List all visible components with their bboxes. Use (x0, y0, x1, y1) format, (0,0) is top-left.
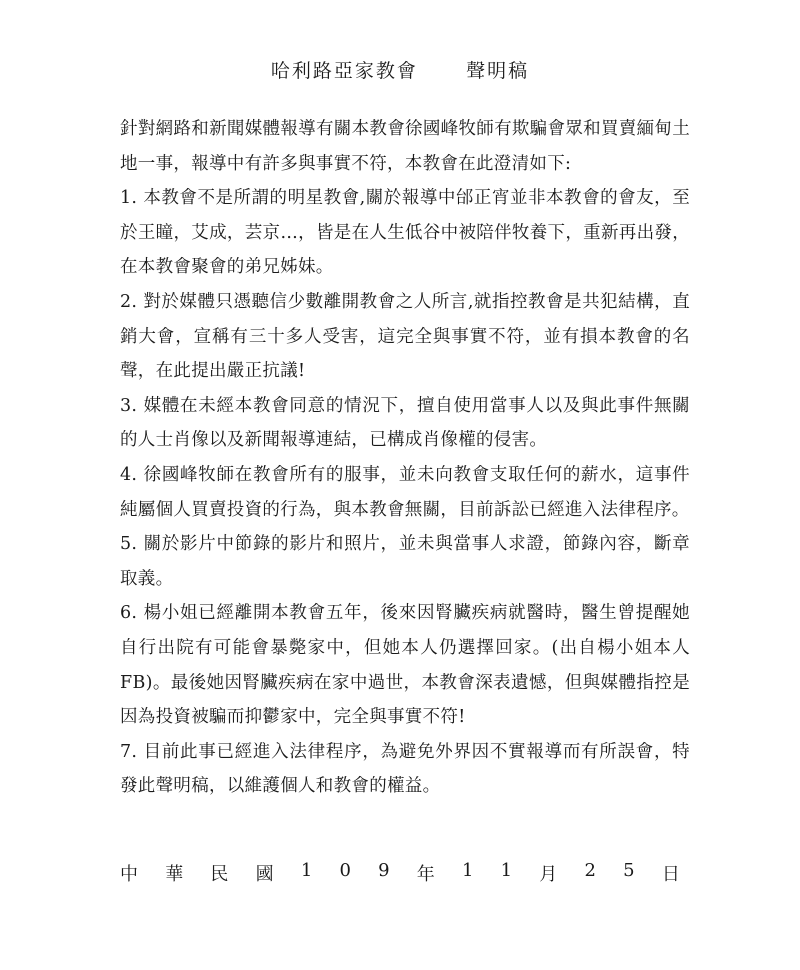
date-char: 年 (416, 864, 435, 885)
date-char: 2 (584, 860, 596, 881)
date-char: 5 (623, 860, 635, 881)
item-3: 3. 媒體在未經本教會同意的情況下，擅自使用當事人以及與此事件無關的人士肖像以及新聞報導連結，已構成肖像權的侵害。 (120, 395, 690, 451)
item-2: 2. 對於媒體只憑聽信少數離開教會之人所言,就指控教會是共犯結構，直銷大會，宣稱有三十多人受害，這完全與事實不符，並有損本教會的名聲，在此提出嚴正抗議! (120, 291, 690, 382)
date-char: 日 (661, 864, 680, 885)
item-6: 6. 楊小姐已經離開本教會五年，後來因腎臟疾病就醫時，醫生曾提醒她自行出院有可能會暴斃家中，但她本人仍選擇回家。(出自楊小姐本人 FB)。最後她因腎臟疾病在家中過世，本教會深表遺憾，但與媒體指控是因為投資被騙而抑鬱家中，完全與事實不符! (120, 603, 690, 728)
date-char: 月 (539, 864, 558, 885)
intro-paragraph: 針對網路和新聞媒體報導有關本教會徐國峰牧師有欺騙會眾和買賣緬甸土地一事，報導中有許多與事實不符，本教會在此澄清如下: (120, 119, 690, 174)
statement-body (120, 112, 690, 804)
date-char: 9 (378, 860, 390, 881)
date-char: 1 (300, 860, 313, 881)
date-char: 1 (500, 860, 513, 881)
date-char: 民 (210, 864, 229, 885)
item-1: 1. 本教會不是所謂的明星教會,關於報導中邰正宵並非本教會的會友，至於王瞳，艾成，芸京…，皆是在人生低谷中被陪伴牧養下，重新再出發，在本教會聚會的弟兄姊妹。 (120, 188, 690, 278)
date-char: 1 (461, 860, 474, 881)
date-char: 國 (255, 864, 274, 885)
date-char: 中 (120, 864, 138, 885)
item-7: 7. 目前此事已經進入法律程序，為避免外界因不實報導而有所誤會，特發此聲明稿，以維護個人和教會的權益。 (120, 741, 690, 797)
date-char: 華 (165, 864, 184, 885)
statement-title: 哈利路亞家教會 聲明稿 (270, 60, 530, 82)
item-4: 4. 徐國峰牧師在教會所有的服事，並未向教會支取任何的薪水，這事件純屬個人買賣投資的行為，與本教會無關，目前訴訟已經進入法律程序。 (120, 464, 690, 520)
item-5: 5. 關於影片中節錄的影片和照片，並未與當事人求證，節錄內容，斷章取義。 (120, 534, 690, 589)
date-char: 0 (339, 860, 351, 881)
statement-date (120, 860, 680, 886)
